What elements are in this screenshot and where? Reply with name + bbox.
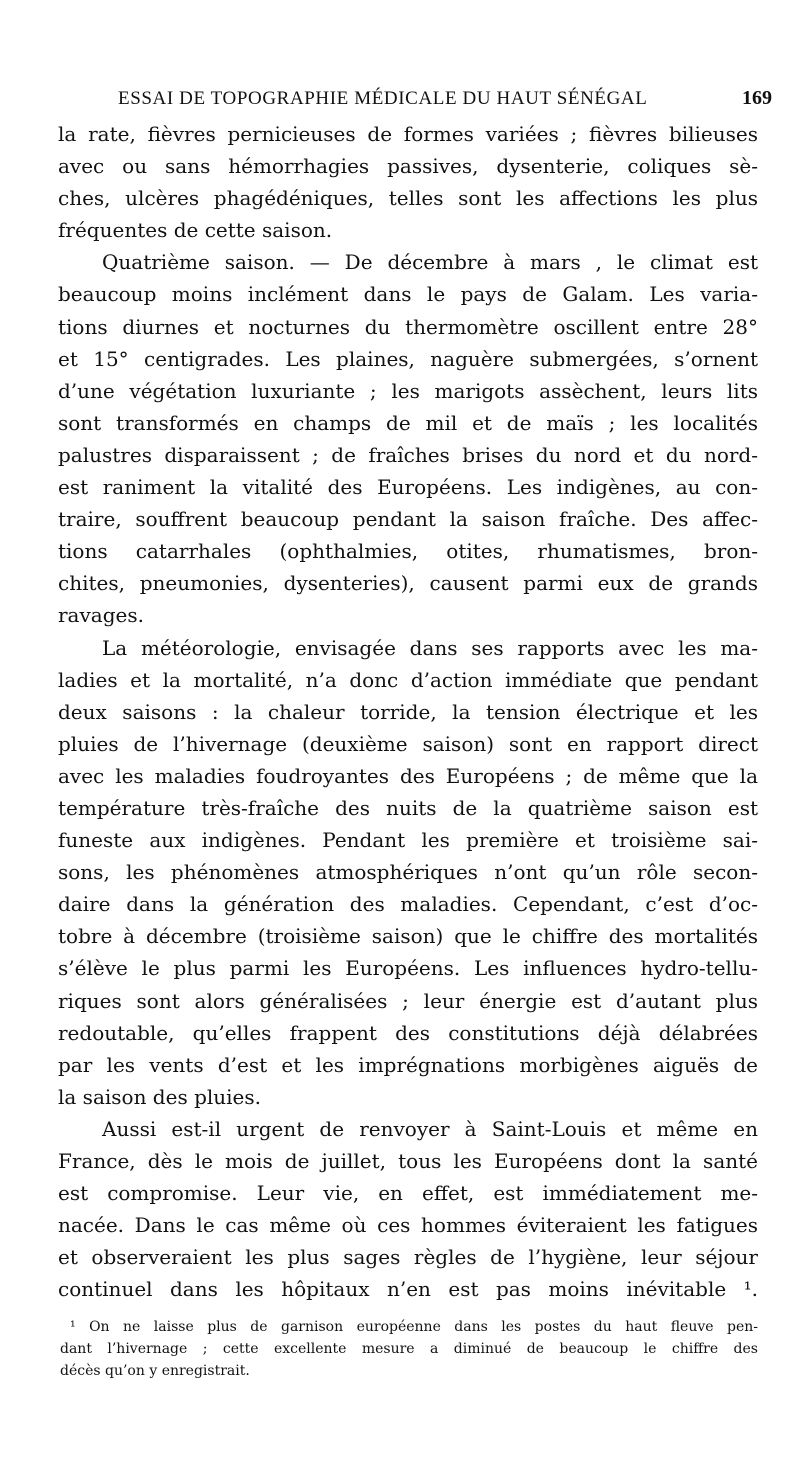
- text-line: redoutable, qu’elles frappent des constitutions déjà délabrées: [58, 1020, 758, 1045]
- text-line: s’élève le plus parmi les Européens. Les influences hydro-tellu-: [58, 956, 758, 981]
- text-line: pluies de l’hivernage (deuxième saison) sont en rapport direct: [58, 731, 758, 756]
- text-line: Aussi est-il urgent de renvoyer à Saint-Louis et même en: [102, 1116, 758, 1141]
- text-line: et observeraient les plus sages règles de l’hygiène, leur séjour: [58, 1245, 758, 1270]
- text-line: d’une végétation luxuriante ; les marigots assèchent, leurs lits: [58, 378, 758, 403]
- footnote: [60, 1316, 758, 1382]
- text-line: continuel dans les hôpitaux n’en est pas moins inévitable ¹.: [58, 1277, 758, 1302]
- text-line: par les vents d’est et les imprégnations morbigènes aiguës de: [58, 1052, 758, 1077]
- text-line: ches, ulcères phagédéniques, telles sont les affections les plus: [58, 186, 758, 211]
- footnote-line: ¹ On ne laisse plus de garnison européenne dans les postes du haut fleuve pen-: [70, 1319, 758, 1335]
- body-text: [58, 118, 758, 1305]
- text-line: nacée. Dans le cas même où ces hommes éviteraient les fatigues: [58, 1213, 758, 1238]
- footnote-line: décès qu’on y enregistrait.: [60, 1363, 250, 1379]
- text-line: et 15° centigrades. Les plaines, naguère submergées, s’ornent: [58, 346, 758, 371]
- text-line: traire, souffrent beaucoup pendant la saison fraîche. Des affec-: [58, 507, 758, 532]
- text-line: sont transformés en champs de mil et de maïs ; les localités: [58, 410, 758, 435]
- text-line: daire dans la génération des maladies. Cependant, c’est d’oc-: [58, 892, 758, 917]
- text-line: ravages.: [58, 603, 144, 628]
- text-line: tions diurnes et nocturnes du thermomètre oscillent entre 28°: [58, 314, 758, 339]
- text-line: ladies et la mortalité, n’a donc d’action immédiate que pendant: [58, 667, 758, 692]
- text-line: avec les maladies foudroyantes des Européens ; de même que la: [58, 763, 758, 788]
- text-line: riques sont alors généralisées ; leur énergie est d’autant plus: [58, 988, 758, 1013]
- text-line: avec ou sans hémorrhagies passives, dysenterie, coliques sè-: [58, 154, 758, 179]
- text-line: deux saisons : la chaleur torride, la tension électrique et les: [58, 699, 758, 724]
- text-line: funeste aux indigènes. Pendant les première et troisième sai-: [58, 828, 758, 853]
- text-line: est compromise. Leur vie, en effet, est immédiatement me-: [58, 1181, 758, 1206]
- text-line: la saison des pluies.: [58, 1084, 261, 1109]
- text-line: la rate, fièvres pernicieuses de formes variées ; fièvres bilieuses: [58, 122, 758, 146]
- text-line: fréquentes de cette saison.: [58, 218, 333, 243]
- running-header: [96, 84, 776, 114]
- text-line: La météorologie, envisagée dans ses rapports avec les ma-: [102, 635, 758, 660]
- text-line: France, dès le mois de juillet, tous les Européens dont la santé: [58, 1149, 758, 1173]
- text-line: tobre à décembre (troisième saison) que le chiffre des mortalités: [58, 924, 758, 949]
- text-line: sons, les phénomènes atmosphériques n’ont qu’un rôle secon-: [58, 860, 758, 885]
- text-line: température très-fraîche des nuits de la quatrième saison est: [58, 795, 758, 820]
- text-line: palustres disparaissent ; de fraîches brises du nord et du nord-: [58, 442, 758, 467]
- footnote-line: dant l’hivernage ; cette excellente mesure a diminué de beaucoup le chiffre des: [60, 1341, 758, 1357]
- text-line: beaucoup moins inclément dans le pays de Galam. Les varia-: [58, 282, 758, 307]
- text-line: chites, pneumonies, dysenteries), causent parmi eux de grands: [58, 571, 758, 596]
- text-line: tions catarrhales (ophthalmies, otites, rhumatismes, bron-: [58, 539, 758, 564]
- page-number: 169: [742, 87, 772, 109]
- running-title: ESSAI DE TOPOGRAPHIE MÉDICALE DU HAUT SÉNÉGAL: [118, 88, 648, 109]
- text-line: Quatrième saison. — De décembre à mars , le climat est: [102, 250, 758, 275]
- text-line: est raniment la vitalité des Européens. Les indigènes, au con-: [58, 475, 758, 500]
